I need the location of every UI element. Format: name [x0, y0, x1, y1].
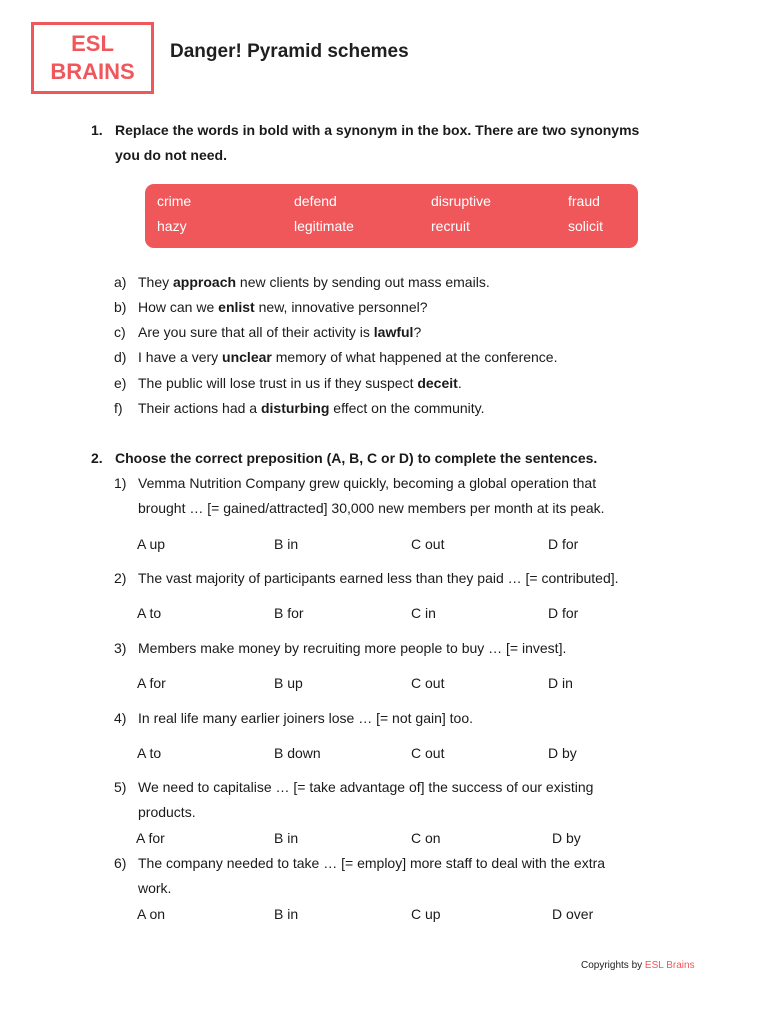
option-b: B for — [274, 605, 304, 621]
option-c: C out — [411, 536, 445, 552]
word-item: legitimate — [294, 218, 354, 234]
sentence-after: new, innovative personnel? — [254, 299, 428, 315]
sentence-before: Are you sure that all of their activity is — [138, 324, 374, 340]
word-item: hazy — [157, 218, 187, 234]
option-b: B down — [274, 745, 321, 761]
page-title: Danger! Pyramid schemes — [170, 41, 409, 62]
option-c: C out — [411, 675, 445, 691]
option-d: D over — [552, 906, 594, 922]
option-c: C on — [411, 830, 441, 846]
sentence-label: d) — [114, 349, 127, 365]
option-a: A up — [137, 536, 166, 552]
sentence-after: . — [457, 375, 462, 391]
sentence-after: effect on the community. — [329, 400, 485, 416]
option-a: A to — [137, 605, 162, 621]
item-text-line1: We need to capitalise … [= take advantage of] the success of our existing — [138, 779, 594, 795]
sentence-before: The public will lose trust in us if they suspect — [138, 375, 418, 391]
option-d: D by — [552, 830, 581, 846]
footer-prefix: Copyrights by — [581, 960, 645, 971]
footer-copyright — [581, 960, 695, 971]
sentence-text — [138, 345, 557, 370]
sentence-after: new clients by sending out mass emails. — [236, 274, 490, 290]
option-c: C up — [411, 906, 441, 922]
bold-word: unclear — [222, 349, 272, 365]
word-item: crime — [157, 193, 192, 209]
q1-instruction-line1: Replace the words in bold with a synonym in the box. There are two synonyms — [115, 122, 640, 138]
bold-word: approach — [173, 274, 237, 290]
esl-brains-logo — [31, 22, 154, 94]
sentence-before: I have a very — [138, 349, 223, 365]
sentence-text — [138, 270, 490, 295]
sentence-text — [138, 371, 462, 396]
word-item: recruit — [431, 218, 470, 234]
footer-brand: ESL Brains — [644, 960, 695, 971]
option-a: A to — [137, 745, 162, 761]
bold-word: enlist — [218, 299, 255, 315]
bold-word: lawful — [373, 324, 414, 340]
sentence-text — [138, 320, 421, 345]
q2-number: 2. — [91, 450, 103, 466]
sentence-after: memory of what happened at the conference. — [271, 349, 558, 365]
option-d: D for — [548, 605, 579, 621]
item-text-line2: products. — [138, 804, 196, 820]
word-item: disruptive — [431, 193, 491, 209]
item-label: 6) — [114, 855, 127, 871]
sentence-label: a) — [114, 274, 127, 290]
option-b: B in — [274, 536, 299, 552]
q1-number: 1. — [91, 122, 103, 138]
item-text-line1: Members make money by recruiting more people to buy … [= invest]. — [138, 640, 567, 656]
sentence-label: e) — [114, 375, 127, 391]
q2-instruction-text: Choose the correct preposition (A, B, C or D) to complete the sentences. — [115, 450, 598, 466]
sentence-before: How can we — [138, 299, 219, 315]
item-text-line1: The company needed to take … [= employ] more staff to deal with the extra — [138, 855, 606, 871]
item-text-line2: work. — [138, 880, 172, 896]
item-text-line2: brought … [= gained/attracted] 30,000 new members per month at its peak. — [138, 500, 605, 516]
option-c: C out — [411, 745, 445, 761]
item-text-line1: In real life many earlier joiners lose … [= not gain] too. — [138, 710, 474, 726]
option-d: D for — [548, 536, 579, 552]
word-item: solicit — [568, 218, 604, 234]
bold-word: deceit — [417, 375, 458, 391]
option-d: D in — [548, 675, 573, 691]
sentence-after: ? — [413, 324, 422, 340]
option-a: A on — [137, 906, 166, 922]
item-label: 3) — [114, 640, 127, 656]
logo-line-2: BRAINS — [50, 59, 135, 84]
option-c: C in — [411, 605, 436, 621]
sentence-before: They — [138, 274, 174, 290]
sentence-label: c) — [114, 324, 126, 340]
item-text-line1: The vast majority of participants earned less than they paid … [= contributed]. — [138, 570, 619, 586]
sentence-label: b) — [114, 299, 127, 315]
sentence-label: f) — [114, 400, 123, 416]
sentence-before: Their actions had a — [138, 400, 261, 416]
word-item: defend — [294, 193, 337, 209]
option-b: B in — [274, 830, 299, 846]
option-b: B up — [274, 675, 303, 691]
option-a: A for — [137, 675, 166, 691]
sentence-text — [138, 295, 428, 320]
word-box — [145, 184, 638, 248]
item-label: 2) — [114, 570, 127, 586]
sentence-text — [138, 396, 485, 421]
item-text-line1: Vemma Nutrition Company grew quickly, becoming a global operation that — [138, 475, 597, 491]
item-label: 1) — [114, 475, 127, 491]
word-item: fraud — [568, 193, 600, 209]
item-label: 5) — [114, 779, 127, 795]
option-b: B in — [274, 906, 299, 922]
logo-line-1: ESL — [71, 31, 114, 56]
q1-instruction-line2: you do not need. — [115, 147, 227, 163]
bold-word: disturbing — [260, 400, 330, 416]
option-d: D by — [548, 745, 577, 761]
option-a: A for — [136, 830, 165, 846]
item-label: 4) — [114, 710, 127, 726]
